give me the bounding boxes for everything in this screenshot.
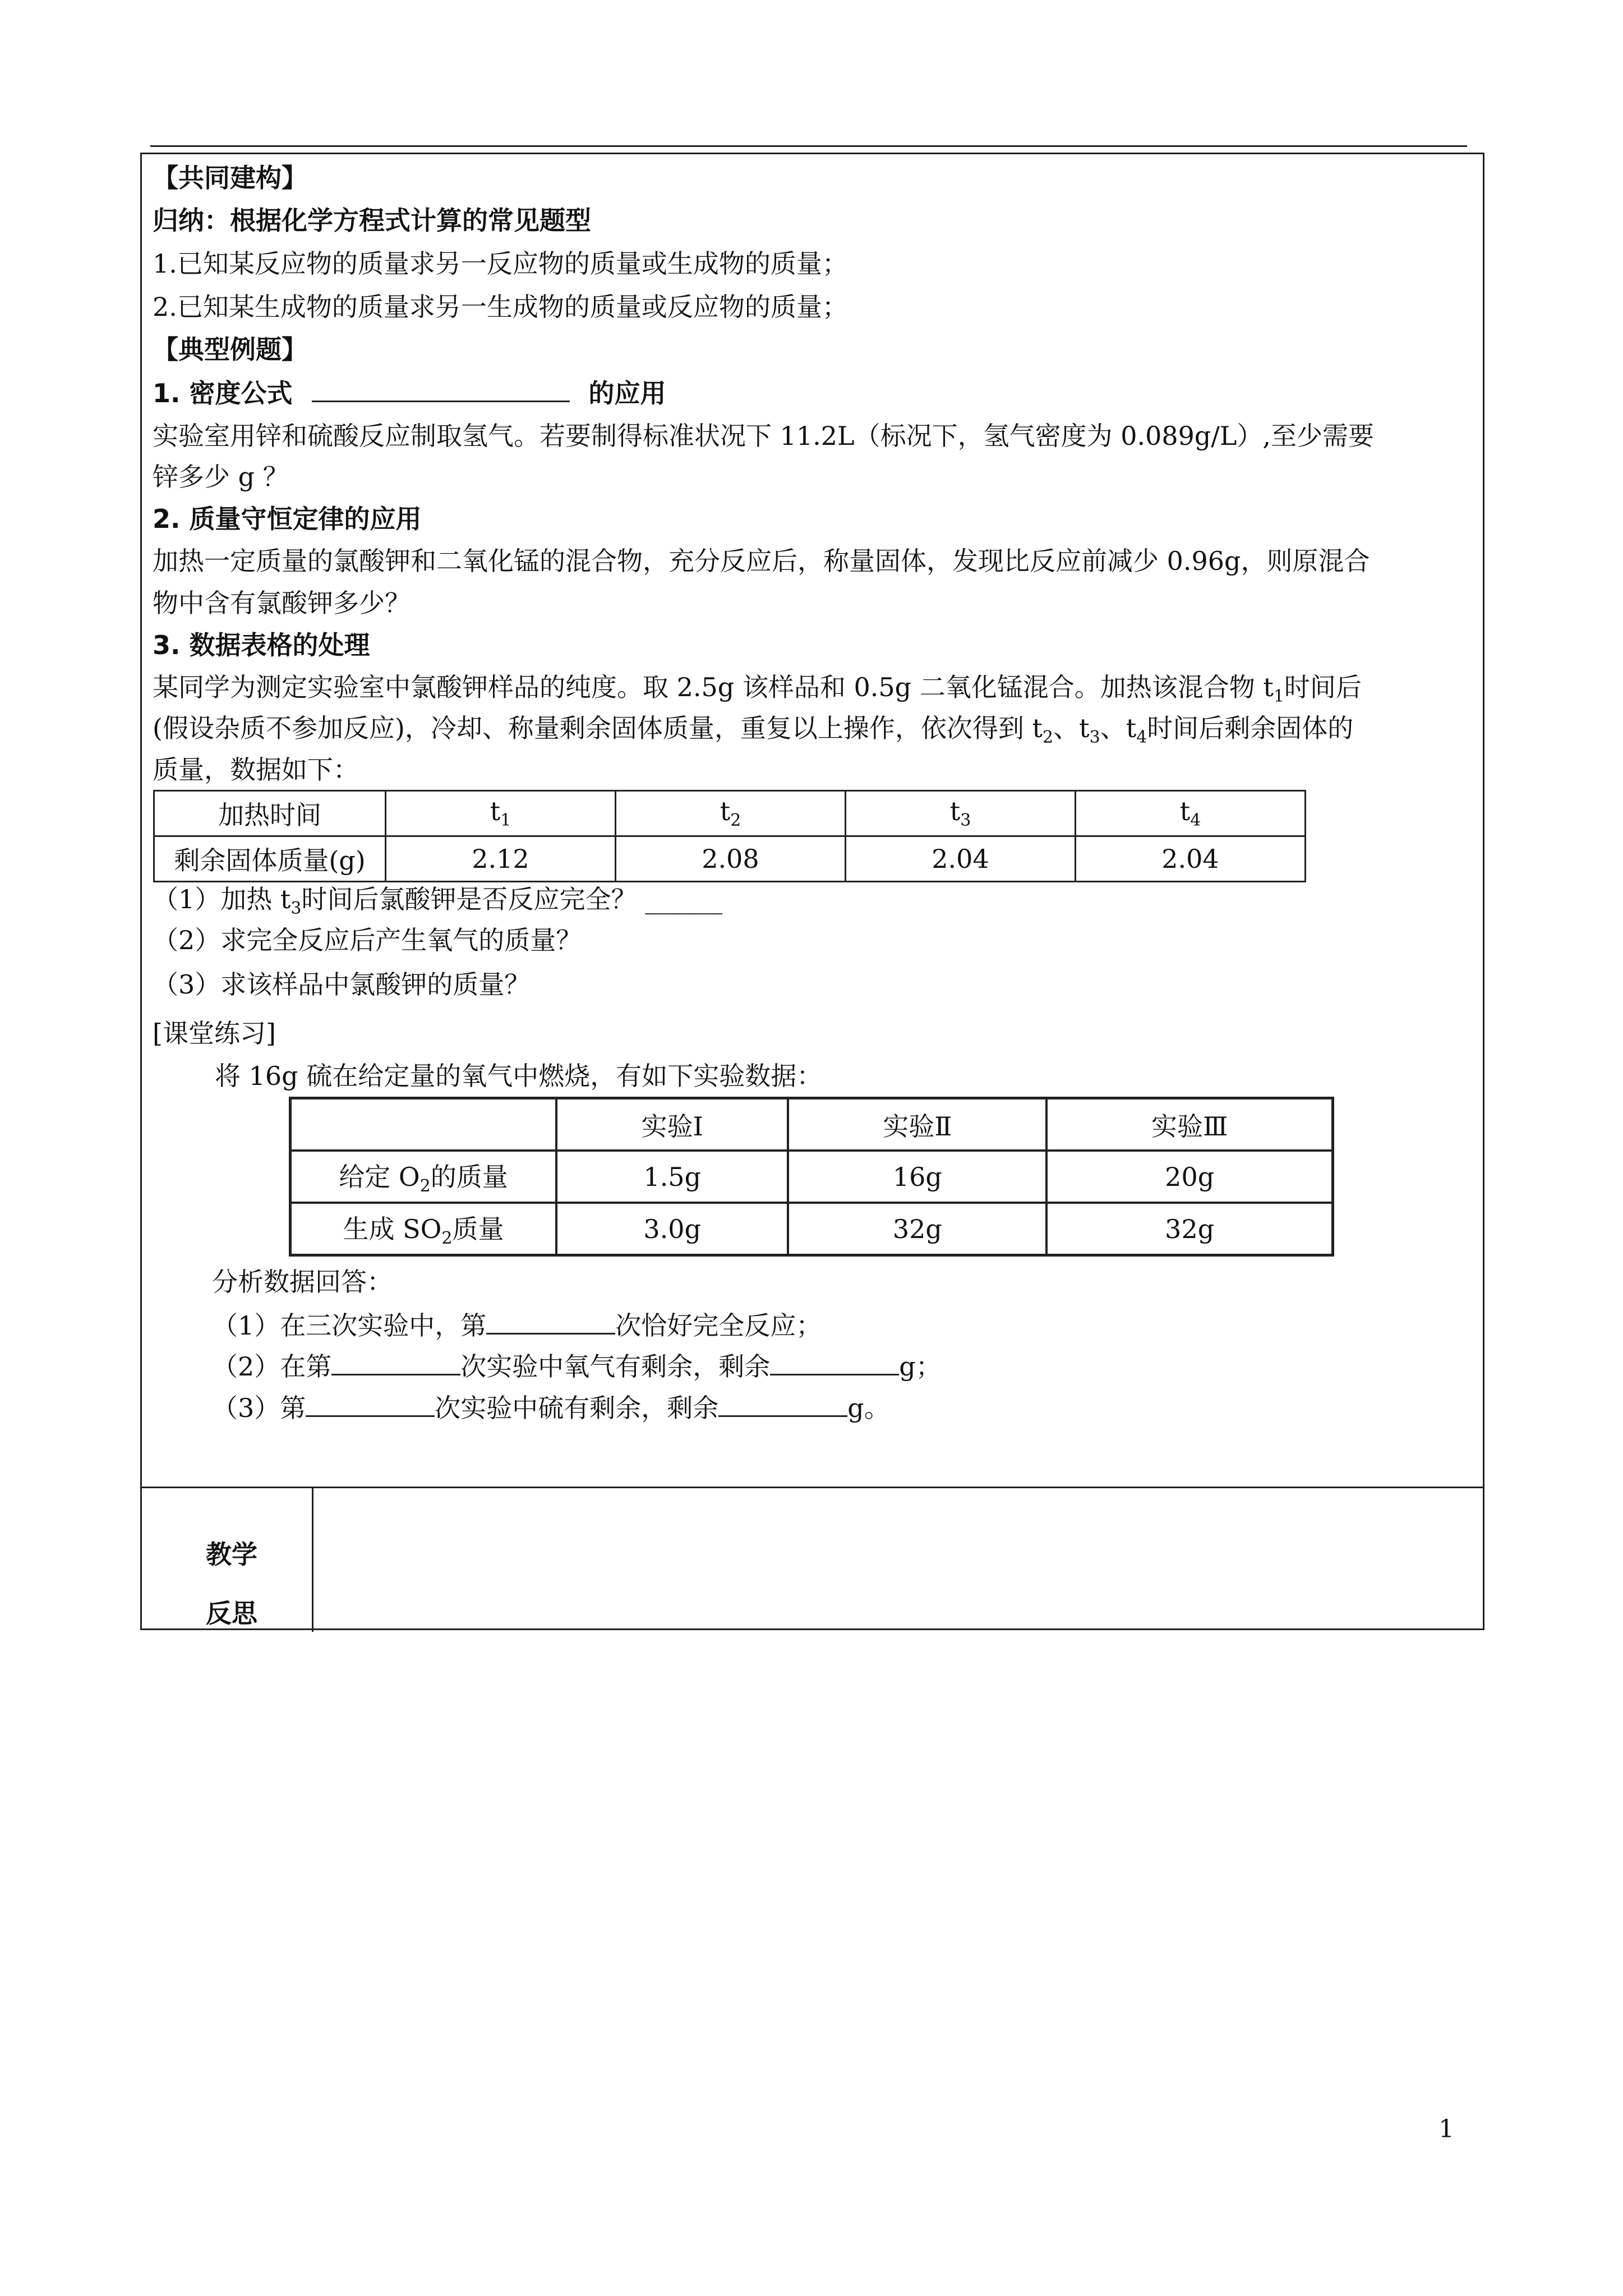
example3-text-line1: 某同学为测定实验室中氯酸钾样品的纯度。取 2.5g 该样品和 0.5g 二氧化锰混合。加热该混合物 $t_1$时间后 [153, 672, 1362, 707]
example3-question3: （3）求该样品中氯酸钾的质量？ [153, 969, 531, 1000]
table-cell: 实验Ⅱ [788, 1098, 1046, 1151]
example2-text-line1: 加热一定质量的氯酸钾和二氧化锰的混合物，充分反应后，称量固体，发现比反应前减少 0.96g，则原混合 [153, 546, 1370, 576]
reflection-divider [142, 1487, 1483, 1488]
table-cell: 2.04 [1076, 836, 1306, 882]
table-cell: 加热时间 [154, 791, 386, 836]
reflection-column-divider [312, 1487, 313, 1632]
table-cell: 32g [788, 1203, 1046, 1255]
table-row [291, 1203, 1333, 1255]
practice-intro: 将 16g 硫在给定量的氧气中燃烧，有如下实验数据： [215, 1061, 823, 1091]
table-cell: 实验Ⅰ [556, 1098, 788, 1151]
reflection-label-line1: 教学 [206, 1539, 257, 1570]
example3-text-line2: (假设杂质不参加反应)，冷却、称量剩余固体质量，重复以上操作，依次得到 $t_2$、$t_3$、$t_4$时间后剩余固体的 [153, 713, 1354, 748]
table-cell: 1.5g [556, 1151, 788, 1203]
table-cell: 实验Ⅲ [1046, 1098, 1332, 1151]
example3-question1: （1）加热 $t_3$时间后氯酸钾是否反应完全？ ______ [153, 884, 723, 919]
example1-title [153, 376, 666, 410]
table-row [291, 1151, 1333, 1203]
table-cell: $t_3$ [846, 791, 1076, 836]
table-row [154, 836, 1306, 882]
example1-title-prefix: 1. 密度公式 [153, 378, 293, 408]
summary-title: 归纳：根据化学方程式计算的常见题型 [153, 205, 591, 236]
table-cell [291, 1098, 557, 1151]
answer-blank[interactable] [306, 1391, 435, 1417]
table-row [291, 1098, 1333, 1151]
page-number: 1 [1438, 2115, 1454, 2143]
reflection-label-line2: 反思 [206, 1598, 257, 1628]
example2-text-line2: 物中含有氯酸钾多少？ [153, 588, 411, 618]
table-cell: 32g [1046, 1203, 1332, 1255]
table-cell: 2.12 [386, 836, 616, 882]
summary-item: 2.已知某生成物的质量求另一生成物的质量或反应物的质量； [153, 292, 848, 322]
table-cell: 生成 $SO_2$质量 [291, 1203, 557, 1255]
summary-item: 1.已知某反应物的质量求另一反应物的质量或生成物的质量； [153, 249, 848, 279]
practice-question2: （2）在第 次实验中氧气有剩余，剩余 g； [212, 1349, 942, 1383]
table-row [154, 791, 1306, 836]
answer-blank[interactable] [718, 1391, 847, 1417]
example1-text-line2: 锌多少 g ？ [153, 462, 289, 492]
practice-analysis: 分析数据回答： [212, 1267, 393, 1297]
experiment-table [289, 1097, 1334, 1257]
practice-heading: [课堂练习] [153, 1018, 276, 1048]
table-cell: $t_4$ [1076, 791, 1306, 836]
table-cell: 2.08 [616, 836, 846, 882]
example1-title-suffix: 的应用 [588, 378, 666, 408]
table-cell: $t_1$ [386, 791, 616, 836]
table-cell: $t_2$ [616, 791, 846, 836]
answer-blank[interactable] [486, 1308, 615, 1335]
example3-question2: （2）求完全反应后产生氧气的质量？ [153, 925, 582, 955]
example3-title: 3. 数据表格的处理 [153, 630, 370, 660]
example3-text-line3: 质量，数据如下： [153, 754, 359, 785]
table-cell: 剩余固体质量(g) [154, 836, 386, 882]
answer-blank[interactable] [331, 1349, 460, 1375]
table-cell: 2.04 [846, 836, 1076, 882]
table-cell: 3.0g [556, 1203, 788, 1255]
examples-heading: 【典型例题】 [153, 334, 307, 365]
practice-question3: （3）第 次实验中硫有剩余，剩余 g。 [212, 1391, 890, 1425]
section-heading: 【共同建构】 [153, 163, 307, 193]
header-rule [150, 145, 1467, 147]
heating-data-table [153, 790, 1306, 882]
practice-question1: （1）在三次实验中，第 次恰好完全反应； [212, 1308, 822, 1342]
table-cell: 16g [788, 1151, 1046, 1203]
example1-answer-blank[interactable] [312, 376, 570, 402]
table-cell: 给定 $O_2$的质量 [291, 1151, 557, 1203]
example1-text-line1: 实验室用锌和硫酸反应制取氢气。若要制得标准状况下 11.2L（标况下，氢气密度为 0.089g/L）,至少需要 [153, 421, 1375, 451]
table-cell: 20g [1046, 1151, 1332, 1203]
example2-title: 2. 质量守恒定律的应用 [153, 504, 422, 534]
answer-blank[interactable] [770, 1349, 899, 1375]
